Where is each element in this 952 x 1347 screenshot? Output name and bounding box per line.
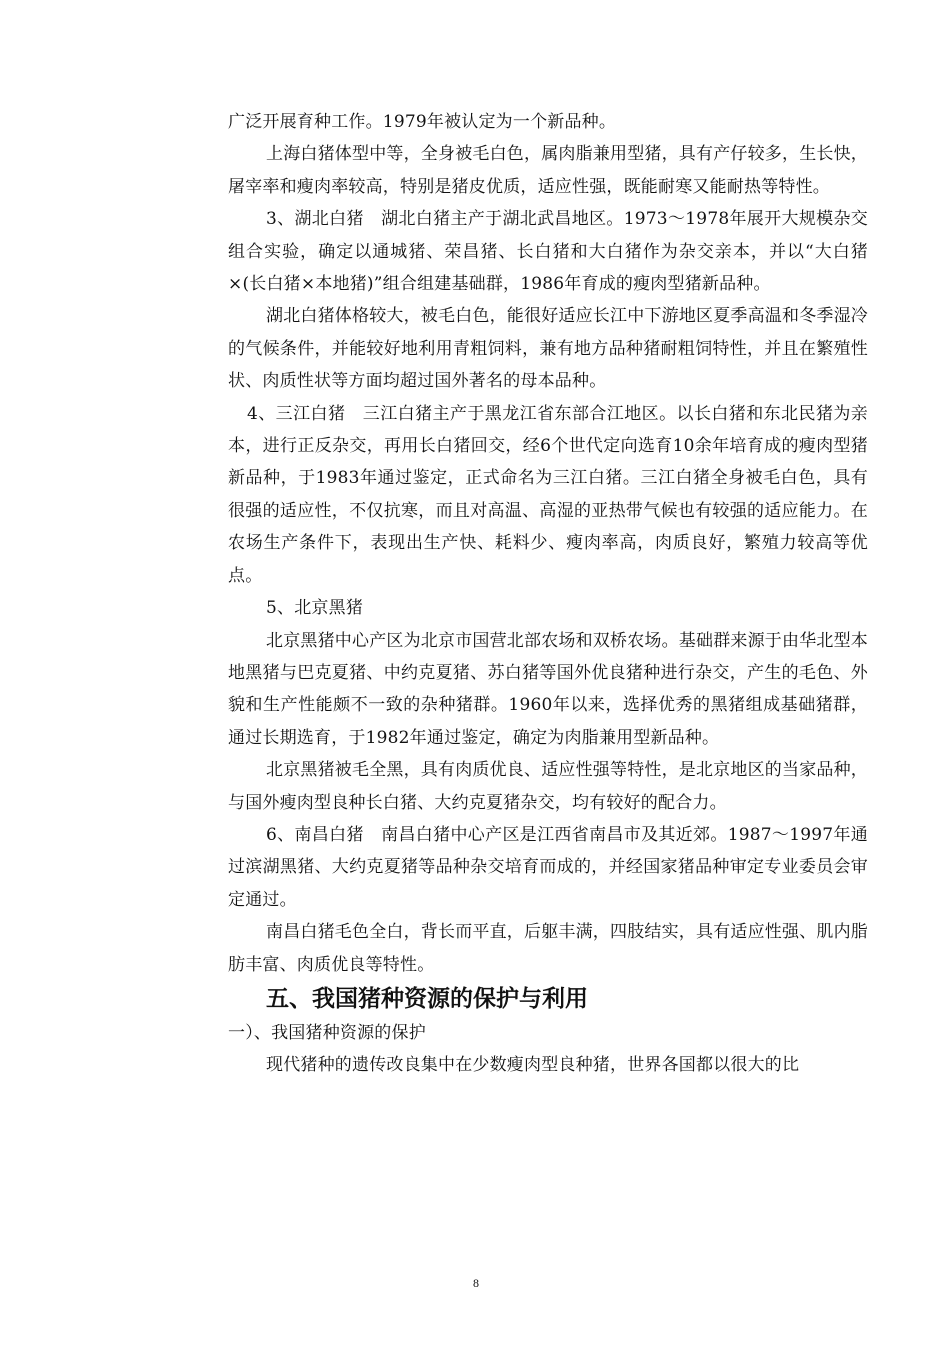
subheading: 一）、我国猪种资源的保护 — [228, 1022, 426, 1043]
section-heading: 五、我国猪种资源的保护与利用 — [266, 985, 588, 1012]
paragraph-resource-protection: 现代猪种的遗传改良集中在少数瘦肉型良种猪，世界各国都以很大的比 — [266, 1055, 800, 1076]
document-body — [228, 106, 868, 1082]
paragraph-beijing-black-title: 5、北京黑猪 — [266, 598, 364, 619]
paragraph-beijing-black: 北京黑猪中心产区为北京市国营北部农场和双桥农场。基础群来源于由华北型本地黑猪与巴克夏猪、中约克夏猪、苏白猪等国外优良猪种进行杂交，产生的毛色、外貌和生产性能颇不一致的杂种猪群。1960年以来，选择优秀的黑猪组成基础猪群，通过长期选育，于1982年通过鉴定，确定为肉脂兼用型新品种。 — [228, 630, 868, 748]
paragraph-hubei-white: 3、湖北白猪 湖北白猪主产于湖北武昌地区。1973～1978年展开大规模杂交组合实验，确定以通城猪、荣昌猪、长白猪和大白猪作为杂交亲本，并以“大白猪×(长白猪×本地猪)”组合组建基础群，1986年育成的瘦肉型猪新品种。 — [228, 209, 868, 295]
paragraph-nanchang-white: 6、南昌白猪 南昌白猪中心产区是江西省南昌市及其近郊。1987～1997年通过滨湖黑猪、大约克夏猪等品种杂交培育而成的，并经国家猪品种审定专业委员会审定通过。 — [228, 824, 868, 910]
paragraph-sanjiang-white: 4、三江白猪 三江白猪主产于黑龙江省东部合江地区。以长白猪和东北民猪为亲本，进行正反杂交，再用长白猪回交，经6个世代定向选育10余年培育成的瘦肉型猪新品种，于1983年通过鉴定，正式命名为三江白猪。三江白猪全身被毛白色，具有很强的适应性，不仅抗寒，而且对高温、高湿的亚热带气候也有较强的适应能力。在农场生产条件下，表现出生产快、耗料少、瘦肉率高，肉质良好，繁殖力较高等优点。 — [228, 403, 868, 586]
paragraph-continuation: 广泛开展育种工作。1979年被认定为一个新品种。 — [228, 112, 617, 132]
paragraph-nanchang-white-traits: 南昌白猪毛色全白，背长而平直，后躯丰满，四肢结实，具有适应性强、肌内脂肪丰富、肉质优良等特性。 — [228, 922, 868, 975]
paragraph-hubei-white-traits: 湖北白猪体格较大，被毛白色，能很好适应长江中下游地区夏季高温和冬季湿冷的气候条件，并能较好地利用青粗饲料，兼有地方品种猪耐粗饲特性，并且在繁殖性状、肉质性状等方面均超过国外著名的母本品种。 — [228, 306, 868, 392]
page-number: 8 — [473, 1276, 479, 1290]
paragraph-shanghai-white-traits: 上海白猪体型中等，全身被毛白色，属肉脂兼用型猪，具有产仔较多，生长快，屠宰率和瘦肉率较高，特别是猪皮优质，适应性强，既能耐寒又能耐热等特性。 — [228, 144, 868, 197]
paragraph-beijing-black-traits: 北京黑猪被毛全黑，具有肉质优良、适应性强等特性，是北京地区的当家品种，与国外瘦肉型良种长白猪、大约克夏猪杂交，均有较好的配合力。 — [228, 760, 868, 813]
